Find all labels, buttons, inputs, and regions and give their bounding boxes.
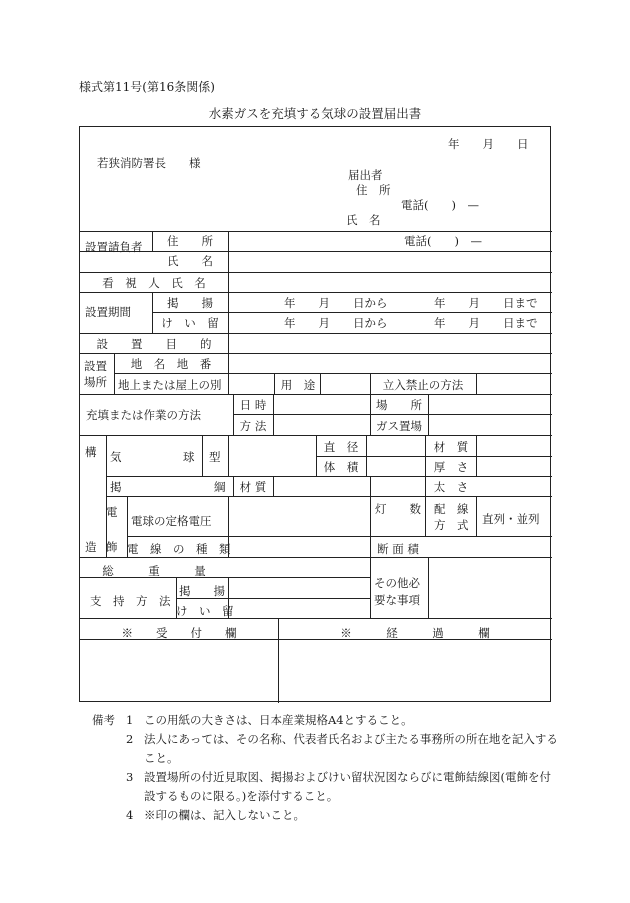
structure-kou: 構	[85, 445, 97, 459]
form-number: 様式第11号(第16条関係)	[79, 80, 215, 94]
contractor-label: 設置請負者	[85, 240, 143, 254]
form-table	[79, 126, 551, 702]
note-item	[92, 806, 562, 825]
wire-type-label: 電 線 の 種 類	[127, 542, 231, 556]
location-use-label: 用 途	[280, 378, 316, 392]
balloon-kata: 型	[209, 450, 221, 464]
note-text: 設置場所の付近見取図、掲揚およびけい留状況図ならびに電飾結線図(電飾を付設するものに限る。)を添付すること。	[144, 770, 551, 803]
document-title: 水素ガスを充填する気球の設置届出書	[208, 106, 422, 121]
note-number: 3	[126, 770, 134, 784]
location-address-label: 地 名 地 番	[130, 357, 212, 371]
location-label: 設置場所	[84, 359, 107, 389]
addressee: 若狭消防署長 様	[97, 156, 201, 170]
contractor-phone: 電話( ) —	[404, 234, 482, 248]
note-item	[92, 711, 562, 730]
location-ground-roof-label: 地上または屋上の別	[118, 378, 222, 392]
other-label-1: その他必	[374, 576, 420, 590]
applicant-phone: 電話( ) —	[401, 198, 479, 212]
note-number: 4	[126, 808, 134, 822]
balloon-material-label: 材 質	[433, 440, 469, 454]
wiring-label-1: 配 線	[434, 502, 469, 516]
balloon-ki: 気	[110, 450, 122, 464]
location-restriction-label: 立入禁止の方法	[382, 378, 464, 392]
note-item	[92, 768, 562, 806]
watcher-label: 看 視 人 氏 名	[102, 276, 206, 290]
note-text: ※印の欄は、記入しないこと。	[144, 808, 305, 822]
support-moor-label: け い 留	[176, 604, 234, 618]
rope-tsuna: 綱	[214, 480, 226, 494]
period-moor-from: 年 月 日から	[284, 316, 388, 330]
work-gas-storage-label: ガス置場	[376, 419, 422, 433]
progress-label: ※ 経 過 欄	[340, 626, 490, 640]
period-raise-from: 年 月 日から	[284, 296, 388, 310]
work-label: 充填または作業の方法	[86, 408, 201, 422]
diameter-label: 直 径	[323, 440, 359, 454]
purpose-label: 設 置 目 的	[96, 337, 212, 351]
period-moor-until: 年 月 日まで	[434, 316, 538, 330]
applicant-address-label: 住 所	[356, 183, 391, 197]
deco-shoku: 飾	[106, 540, 118, 554]
work-datetime-label: 日 時	[239, 398, 267, 412]
note-text: この用紙の大きさは、日本産業規格A4とすること。	[144, 713, 413, 727]
rope-age: 掲	[110, 480, 122, 494]
wiring-label-2: 方 式	[434, 518, 469, 532]
notes-section	[92, 711, 562, 825]
applicant-label: 届出者	[348, 168, 383, 182]
applicant-name-label: 氏 名	[346, 213, 381, 227]
reception-label: ※ 受 付 欄	[121, 626, 237, 640]
period-label: 設置期間	[85, 305, 131, 319]
note-text: 法人にあっては、その名称、代表者氏名および主たる事務所の所在地を記入すること。	[144, 732, 558, 765]
support-raise-label: 掲 揚	[179, 584, 225, 598]
work-method-label: 方 法	[239, 419, 267, 433]
notes-heading: 備考	[92, 713, 115, 727]
lamp-count-label: 灯 数	[375, 502, 421, 516]
cross-section-label: 断 面 積	[377, 542, 419, 556]
period-raise-until: 年 月 日まで	[434, 296, 538, 310]
note-number: 2	[126, 732, 134, 746]
period-moor-label: け い 留	[161, 316, 219, 330]
support-label: 支 持 方 法	[90, 594, 171, 608]
contractor-name-label: 氏 名	[167, 254, 213, 268]
rope-material-label: 材 質	[239, 480, 267, 494]
note-item	[92, 730, 562, 768]
balloon-kyu: 球	[183, 450, 195, 464]
total-weight-label: 総 重 量	[102, 564, 206, 578]
voltage-label: 電球の定格電圧	[131, 514, 212, 528]
contractor-address-label: 住 所	[167, 234, 213, 248]
wiring-value: 直列・並列	[482, 512, 540, 526]
volume-label: 体 積	[323, 460, 359, 474]
note-number: 1	[126, 713, 134, 727]
structure-zou: 造	[85, 540, 97, 554]
header-date: 年 月 日	[448, 137, 529, 151]
period-raise-label: 掲 揚	[167, 296, 213, 310]
other-label-2: 要な事項	[374, 593, 420, 607]
rope-width-label: 太 さ	[433, 480, 469, 494]
thickness-label: 厚 さ	[433, 460, 469, 474]
deco-den: 電	[106, 505, 118, 519]
work-place-label: 場 所	[376, 398, 422, 412]
